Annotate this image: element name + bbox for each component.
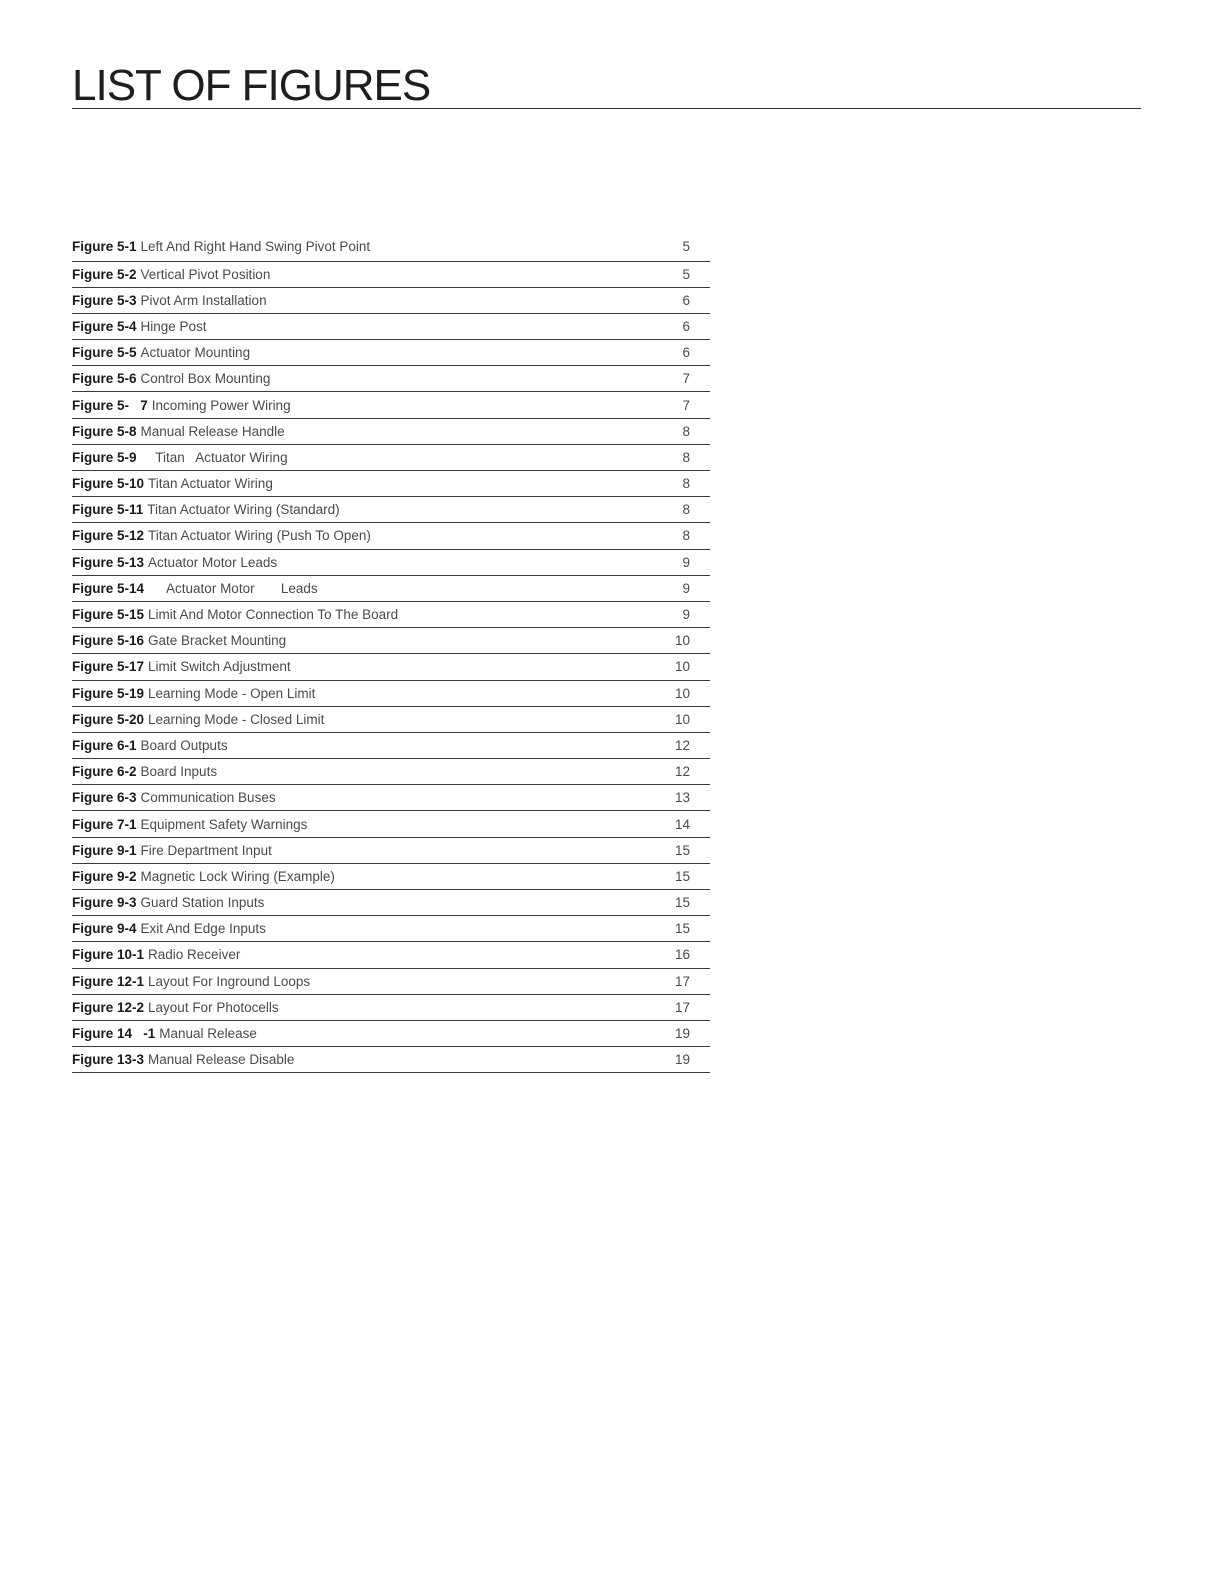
figure-label: Figure 5-13 bbox=[72, 554, 145, 570]
figure-title: Layout For Photocells bbox=[148, 999, 279, 1015]
figure-title: Titan Actuator Wiring bbox=[148, 476, 273, 492]
figure-page-number: 9 bbox=[682, 554, 690, 570]
figure-entry[interactable] bbox=[72, 864, 710, 890]
figure-page-number: 8 bbox=[682, 449, 690, 465]
figure-entry[interactable] bbox=[72, 654, 710, 680]
figure-page-number: 13 bbox=[674, 790, 690, 806]
figure-title: Incoming Power Wiring bbox=[151, 397, 291, 413]
figure-label: Figure 5-12 bbox=[72, 528, 145, 544]
figure-entry[interactable] bbox=[72, 785, 710, 811]
figure-page-number: 19 bbox=[674, 1052, 690, 1068]
figure-title: Board Outputs bbox=[140, 737, 228, 753]
figure-label: Figure 5-6 bbox=[72, 371, 137, 387]
figure-entry[interactable] bbox=[72, 1047, 710, 1073]
figure-page-number: 8 bbox=[682, 476, 690, 492]
figure-page-number: 8 bbox=[682, 528, 690, 544]
figure-label: Figure 5-15 bbox=[72, 607, 145, 623]
figure-title: Titan Actuator Wiring (Push To Open) bbox=[148, 528, 371, 544]
figure-label: Figure 5-16 bbox=[72, 633, 145, 649]
figure-label: Figure 12-1 bbox=[72, 973, 145, 989]
figure-entry[interactable] bbox=[72, 445, 710, 471]
figure-label: Figure 14 -1 bbox=[72, 1026, 156, 1042]
figure-label: Figure 9-3 bbox=[72, 895, 137, 911]
figure-entry[interactable] bbox=[72, 314, 710, 340]
figure-page-number: 6 bbox=[682, 318, 690, 334]
figure-title: Learning Mode - Closed Limit bbox=[148, 711, 325, 727]
figure-page-number: 8 bbox=[682, 502, 690, 518]
figure-entry[interactable] bbox=[72, 232, 710, 262]
figure-page-number: 8 bbox=[682, 423, 690, 439]
figure-label: Figure 6-3 bbox=[72, 790, 137, 806]
figure-label: Figure 5-5 bbox=[72, 345, 137, 361]
figure-entry[interactable] bbox=[72, 916, 710, 942]
figure-page-number: 5 bbox=[682, 238, 690, 254]
figure-entry[interactable] bbox=[72, 340, 710, 366]
figure-label: Figure 5-8 bbox=[72, 423, 137, 439]
figure-title: Fire Department Input bbox=[140, 842, 272, 858]
figure-page-number: 15 bbox=[674, 895, 690, 911]
figure-title: Layout For Inground Loops bbox=[148, 973, 311, 989]
figure-title: Exit And Edge Inputs bbox=[140, 921, 266, 937]
figure-page-number: 9 bbox=[682, 580, 690, 596]
figure-label: Figure 5-4 bbox=[72, 318, 137, 334]
figure-entry[interactable] bbox=[72, 995, 710, 1021]
figure-title: Actuator Motor Leads bbox=[148, 554, 278, 570]
figure-page-number: 17 bbox=[674, 999, 690, 1015]
figure-entry[interactable] bbox=[72, 628, 710, 654]
figure-page-number: 9 bbox=[682, 607, 690, 623]
figure-title: Manual Release bbox=[159, 1026, 257, 1042]
figure-entry[interactable] bbox=[72, 550, 710, 576]
figure-label: Figure 5-3 bbox=[72, 292, 137, 308]
figure-page-number: 17 bbox=[674, 973, 690, 989]
figure-entry[interactable] bbox=[72, 969, 710, 995]
figure-page-number: 5 bbox=[682, 266, 690, 282]
figure-label: Figure 9-2 bbox=[72, 868, 137, 884]
figure-label: Figure 9-4 bbox=[72, 921, 137, 937]
figure-entry[interactable] bbox=[72, 759, 710, 785]
figure-page-number: 7 bbox=[682, 397, 690, 413]
figure-page-number: 19 bbox=[674, 1026, 690, 1042]
figure-title: Vertical Pivot Position bbox=[140, 266, 271, 282]
figure-label: Figure 9-1 bbox=[72, 842, 137, 858]
figure-title: Manual Release Handle bbox=[140, 423, 285, 439]
figure-title: Communication Buses bbox=[140, 790, 276, 806]
figure-label: Figure 5-9 bbox=[72, 449, 137, 465]
figure-entry[interactable] bbox=[72, 419, 710, 445]
figure-page-number: 6 bbox=[682, 345, 690, 361]
figure-label: Figure 5-14 bbox=[72, 580, 145, 596]
figure-list bbox=[72, 232, 710, 1073]
figure-label: Figure 5-10 bbox=[72, 476, 145, 492]
figure-entry[interactable] bbox=[72, 497, 710, 523]
figure-entry[interactable] bbox=[72, 1021, 710, 1047]
figure-label: Figure 5-1 bbox=[72, 238, 137, 254]
figure-label: Figure 5-19 bbox=[72, 685, 145, 701]
figure-title: Hinge Post bbox=[140, 318, 207, 334]
figure-page-number: 12 bbox=[674, 737, 690, 753]
figure-label: Figure 5-20 bbox=[72, 711, 145, 727]
figure-page-number: 10 bbox=[674, 711, 690, 727]
figure-title: Left And Right Hand Swing Pivot Point bbox=[140, 238, 371, 254]
figure-title: Limit And Motor Connection To The Board bbox=[148, 607, 399, 623]
figure-label: Figure 12-2 bbox=[72, 999, 145, 1015]
figure-title: Guard Station Inputs bbox=[140, 895, 265, 911]
figure-title: Gate Bracket Mounting bbox=[148, 633, 287, 649]
figure-title: Magnetic Lock Wiring (Example) bbox=[140, 868, 335, 884]
figure-title: Limit Switch Adjustment bbox=[148, 659, 291, 675]
figure-entry[interactable] bbox=[72, 366, 710, 392]
figure-label: Figure 5-11 bbox=[72, 502, 144, 518]
figure-label: Figure 6-1 bbox=[72, 737, 137, 753]
figure-entry[interactable] bbox=[72, 523, 710, 549]
figure-entry[interactable] bbox=[72, 288, 710, 314]
figure-label: Figure 5-2 bbox=[72, 266, 137, 282]
figure-entry[interactable] bbox=[72, 890, 710, 916]
page-title: LIST OF FIGURES bbox=[72, 61, 431, 110]
figure-page-number: 10 bbox=[674, 659, 690, 675]
figure-page-number: 15 bbox=[674, 921, 690, 937]
figure-title: Board Inputs bbox=[140, 764, 218, 780]
title-divider bbox=[72, 108, 1141, 109]
figure-entry[interactable] bbox=[72, 392, 710, 418]
figure-label: Figure 7-1 bbox=[72, 816, 137, 832]
figure-page-number: 6 bbox=[682, 292, 690, 308]
figure-entry[interactable] bbox=[72, 681, 710, 707]
figure-label: Figure 10-1 bbox=[72, 947, 145, 963]
figure-title: Titan Actuator Wiring bbox=[140, 449, 288, 465]
figure-title: Pivot Arm Installation bbox=[140, 292, 267, 308]
figure-title: Manual Release Disable bbox=[148, 1052, 295, 1068]
figure-title: Control Box Mounting bbox=[140, 371, 271, 387]
figure-label: Figure 6-2 bbox=[72, 764, 137, 780]
figure-entry[interactable] bbox=[72, 838, 710, 864]
figure-page-number: 15 bbox=[674, 868, 690, 884]
figure-entry[interactable] bbox=[72, 576, 710, 602]
figure-page-number: 16 bbox=[674, 947, 690, 963]
figure-title: Equipment Safety Warnings bbox=[140, 816, 308, 832]
figure-label: Figure 5- 7 bbox=[72, 397, 148, 413]
figure-page-number: 15 bbox=[674, 842, 690, 858]
figure-title: Radio Receiver bbox=[148, 947, 241, 963]
figure-page-number: 10 bbox=[674, 633, 690, 649]
figure-page-number: 14 bbox=[674, 816, 690, 832]
figure-page-number: 7 bbox=[682, 371, 690, 387]
figure-entry[interactable] bbox=[72, 707, 710, 733]
figure-title: Actuator Motor Leads bbox=[148, 580, 318, 596]
figure-title: Actuator Mounting bbox=[140, 345, 251, 361]
figure-entry[interactable] bbox=[72, 471, 710, 497]
figure-title: Learning Mode - Open Limit bbox=[148, 685, 316, 701]
figure-entry[interactable] bbox=[72, 262, 710, 288]
figure-entry[interactable] bbox=[72, 602, 710, 628]
figure-entry[interactable] bbox=[72, 942, 710, 968]
figure-page-number: 12 bbox=[674, 764, 690, 780]
figure-entry[interactable] bbox=[72, 733, 710, 759]
figure-label: Figure 5-17 bbox=[72, 659, 145, 675]
figure-entry[interactable] bbox=[72, 811, 710, 837]
figure-title: Titan Actuator Wiring (Standard) bbox=[147, 502, 340, 518]
figure-label: Figure 13-3 bbox=[72, 1052, 145, 1068]
figure-page-number: 10 bbox=[674, 685, 690, 701]
